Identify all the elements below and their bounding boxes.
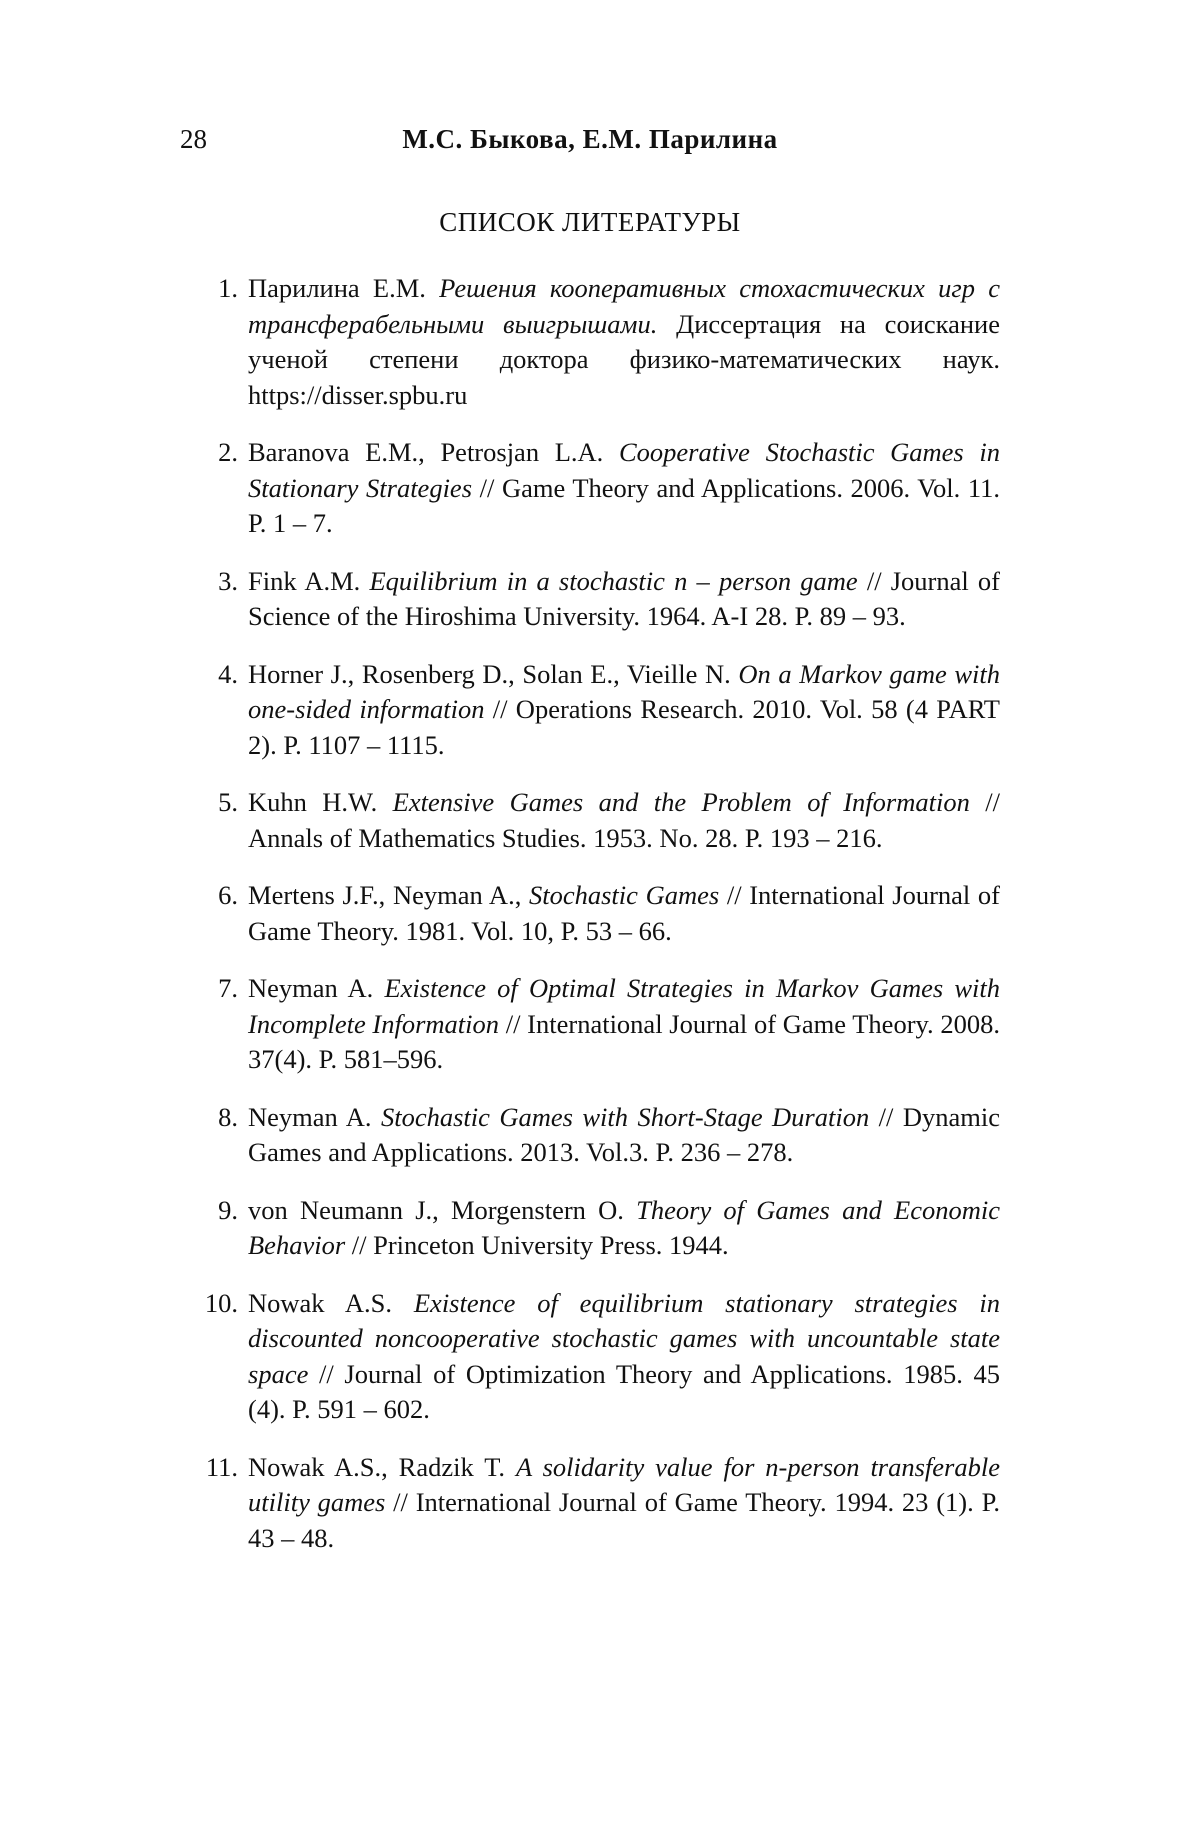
reference-segment-roman: Horner J., Rosenberg D., Solan E., Vieille N. (248, 658, 739, 689)
reference-text (248, 564, 1000, 635)
reference-segment-roman: Neyman A. (248, 1101, 381, 1132)
reference-item (180, 1193, 1000, 1264)
reference-segment-roman: // Princeton University Press. 1944. (345, 1230, 729, 1260)
reference-number: 8. (218, 1101, 238, 1132)
reference-item (180, 564, 1000, 635)
reference-text (248, 1193, 1000, 1264)
reference-item (180, 878, 1000, 949)
reference-segment-roman: // Journal of Science of the Hiroshima University. 1964. A-I 28. P. 89 – 93. (248, 565, 1001, 631)
reference-segment-roman: // Game Theory and Applications. 2006. Vol. 11. P. 1 – 7. (248, 472, 1001, 538)
reference-number: 2. (218, 437, 238, 467)
reference-number: 10. (204, 1287, 238, 1318)
reference-text (248, 878, 1000, 949)
reference-item (180, 785, 1000, 856)
reference-item (180, 435, 1000, 542)
running-title: М.С. Быкова, Е.М. Парилина (402, 124, 778, 154)
reference-segment-roman: // Journal of Optimization Theory and Applications. 1985. 45 (4). P. 591 – 602. (248, 1358, 1000, 1424)
reference-text (248, 971, 1000, 1078)
reference-number: 1. (218, 273, 238, 303)
reference-segment-italic: Existence of equilibrium stationary strategies in discounted noncooperative stochastic games with uncountable state space (248, 1287, 1000, 1389)
reference-segment-italic: Cooperative Stochastic Games in Stationary Strategies (248, 437, 1000, 503)
reference-number: 6. (218, 880, 238, 910)
reference-text (248, 785, 1000, 856)
reference-item (180, 1286, 1000, 1428)
reference-list (180, 271, 1000, 1556)
reference-text (248, 271, 1000, 413)
reference-number: 4. (218, 658, 238, 689)
reference-segment-italic: Theory of Games and Economic Behavior (248, 1194, 1000, 1260)
reference-segment-roman: Baranova E.M., Petrosjan L.A. (248, 437, 619, 467)
reference-segment-roman: Диссертация на соискание ученой степени доктора физико-математических наук. https://disser.spbu.ru (248, 308, 1000, 410)
reference-segment-italic: Extensive Games and the Problem of Information (392, 787, 970, 817)
reference-number: 11. (205, 1451, 238, 1482)
reference-segment-roman: // Annals of Mathematics Studies. 1953. No. 28. P. 193 – 216. (248, 787, 1000, 853)
reference-item (180, 1100, 1000, 1171)
page-number: 28 (180, 124, 207, 154)
reference-text (248, 1450, 1000, 1557)
reference-number: 9. (218, 1194, 238, 1225)
reference-text (248, 1286, 1000, 1428)
reference-segment-roman: // Operations Research. 2010. Vol. 58 (4 PART 2). P. 1107 – 1115. (248, 694, 1000, 760)
reference-segment-roman: Kuhn H.W. (248, 787, 393, 817)
reference-segment-italic: Stochastic Games (528, 880, 720, 910)
reference-segment-italic: Equilibrium in a stochastic n – person game (369, 565, 858, 596)
reference-text (248, 1100, 1000, 1171)
reference-item (180, 971, 1000, 1078)
reference-number: 7. (218, 973, 238, 1003)
reference-segment-roman: Mertens J.F., Neyman A., (248, 880, 529, 910)
reference-segment-roman: Nowak A.S., Radzik T. (248, 1451, 516, 1482)
section-title: СПИСОК ЛИТЕРАТУРЫ (439, 207, 741, 237)
reference-item (180, 271, 1000, 413)
reference-segment-italic: A solidarity value for n-person transferable utility games (248, 1451, 1000, 1517)
reference-segment-roman: Nowak A.S. (248, 1287, 414, 1318)
reference-segment-italic: Stochastic Games with Short-Stage Duration (380, 1101, 870, 1132)
reference-text (248, 657, 1000, 764)
reference-number: 5. (218, 787, 238, 817)
reference-number: 3. (218, 565, 238, 596)
reference-segment-italic: Решения кооперативных стохастических игр с трансферабельными выигрышами. (248, 273, 1001, 339)
reference-item (180, 1450, 1000, 1557)
page-header (180, 121, 1000, 157)
reference-segment-italic: Existence of Optimal Strategies in Markov Games with Incomplete Information (248, 973, 1001, 1039)
reference-segment-roman: // Dynamic Games and Applications. 2013. Vol.3. P. 236 – 278. (248, 1101, 1000, 1167)
reference-segment-roman: Парилина Е.М. (248, 273, 440, 303)
reference-segment-roman: // International Journal of Game Theory. 1981. Vol. 10, P. 53 – 66. (248, 880, 1001, 946)
reference-segment-roman: // International Journal of Game Theory. 2008. 37(4). P. 581–596. (248, 1008, 1001, 1074)
reference-segment-roman: // International Journal of Game Theory. 1994. 23 (1). P. 43 – 48. (248, 1487, 1000, 1553)
reference-segment-roman: von Neumann J., Morgenstern O. (248, 1194, 637, 1225)
reference-item (180, 657, 1000, 764)
reference-text (248, 435, 1000, 542)
document-page (180, 0, 1000, 1556)
reference-segment-roman: Fink A.M. (248, 565, 370, 596)
reference-segment-roman: Neyman A. (248, 973, 385, 1003)
reference-segment-italic: On a Markov game with one-sided information (248, 658, 1000, 724)
